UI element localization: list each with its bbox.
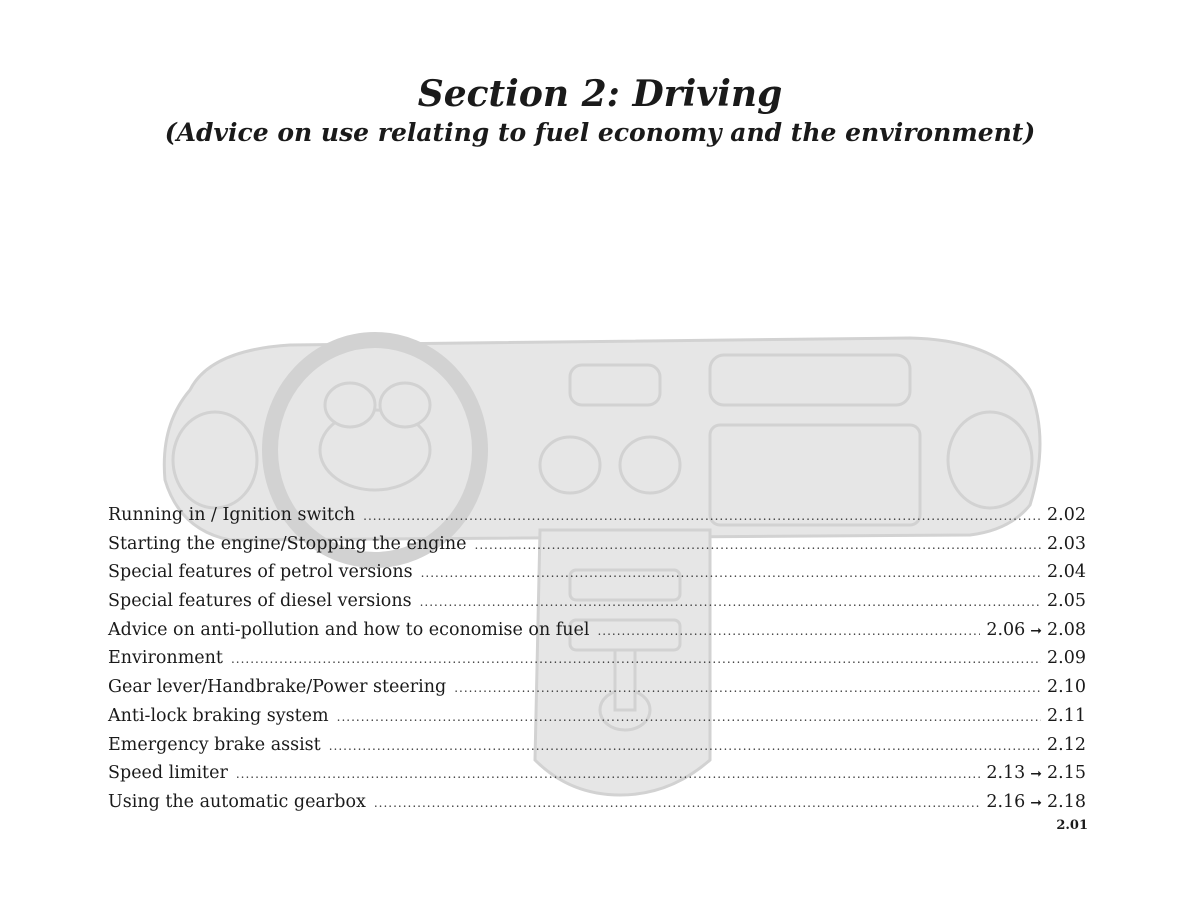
- toc-entry[interactable]: [108, 706, 1086, 735]
- section-title: Section 2: Driving: [417, 73, 783, 115]
- page-end: 2.18: [1047, 791, 1086, 812]
- toc-entry-page: 2.09: [1047, 648, 1086, 669]
- toc-entry-page: 2.04: [1047, 562, 1086, 583]
- dot-leader: [329, 739, 1041, 753]
- toc-entry[interactable]: [108, 591, 1086, 620]
- toc-entry-label: Anti-lock braking system: [108, 705, 329, 726]
- dot-leader: [454, 681, 1041, 695]
- dot-leader: [337, 710, 1041, 724]
- toc-entry-label: Gear lever/Handbrake/Power steering: [108, 677, 447, 698]
- toc-entry-label: Environment: [108, 648, 223, 669]
- toc-entry-page: 2.12: [1047, 734, 1086, 755]
- toc-entry[interactable]: [108, 534, 1086, 563]
- toc-entry-label: Special features of petrol versions: [108, 562, 413, 583]
- dot-leader: [363, 509, 1041, 523]
- toc-entry-label: Speed limiter: [108, 763, 228, 784]
- toc-entry[interactable]: [108, 735, 1086, 764]
- toc-entry[interactable]: [108, 792, 1086, 821]
- toc-entry-label: Starting the engine/Stopping the engine: [108, 533, 467, 554]
- page-start: 2.13: [986, 763, 1026, 784]
- toc-entry-label: Emergency brake assist: [108, 734, 321, 755]
- toc-entry-page: 2.11: [1047, 705, 1086, 726]
- toc-entry-label: Running in / Ignition switch: [108, 505, 356, 525]
- page-end: 2.15: [1047, 763, 1086, 784]
- toc-entry-label: Using the automatic gearbox: [108, 791, 366, 812]
- range-arrow-icon: ➞: [1030, 622, 1043, 639]
- range-arrow-icon: ➞: [1030, 794, 1043, 811]
- toc-entry-page-range: [980, 620, 1086, 640]
- range-arrow-icon: ➞: [1030, 766, 1043, 783]
- dot-leader: [597, 624, 980, 638]
- toc-entry-page: 2.03: [1047, 533, 1086, 554]
- dot-leader: [236, 767, 981, 781]
- dot-leader: [374, 796, 980, 810]
- toc-entry-page-range: [980, 792, 1086, 812]
- toc-entry[interactable]: [108, 763, 1086, 792]
- toc-entry-page-range: [980, 763, 1086, 783]
- dot-leader: [421, 566, 1041, 580]
- toc-entry[interactable]: [108, 562, 1086, 591]
- toc-entry-label: Special features of diesel versions: [108, 591, 412, 612]
- page-number: 2.01: [1056, 818, 1088, 833]
- table-of-contents: [108, 505, 1086, 821]
- toc-entry-page: 2.05: [1047, 591, 1086, 612]
- toc-entry[interactable]: [108, 505, 1086, 534]
- toc-entry[interactable]: [108, 677, 1086, 706]
- page-start: 2.16: [986, 791, 1026, 812]
- toc-entry-page: 2.02: [1047, 505, 1086, 525]
- dot-leader: [231, 652, 1041, 666]
- dot-leader: [475, 538, 1042, 552]
- section-subtitle: (Advice on use relating to fuel economy and the environment): [164, 118, 1036, 147]
- toc-entry[interactable]: [108, 648, 1086, 677]
- page-end: 2.08: [1047, 619, 1086, 640]
- dot-leader: [420, 595, 1041, 609]
- toc-entry-page: 2.10: [1047, 677, 1086, 698]
- toc-entry[interactable]: [108, 620, 1086, 649]
- toc-entry-label: Advice on anti-pollution and how to economise on fuel: [108, 619, 590, 640]
- page-start: 2.06: [986, 619, 1026, 640]
